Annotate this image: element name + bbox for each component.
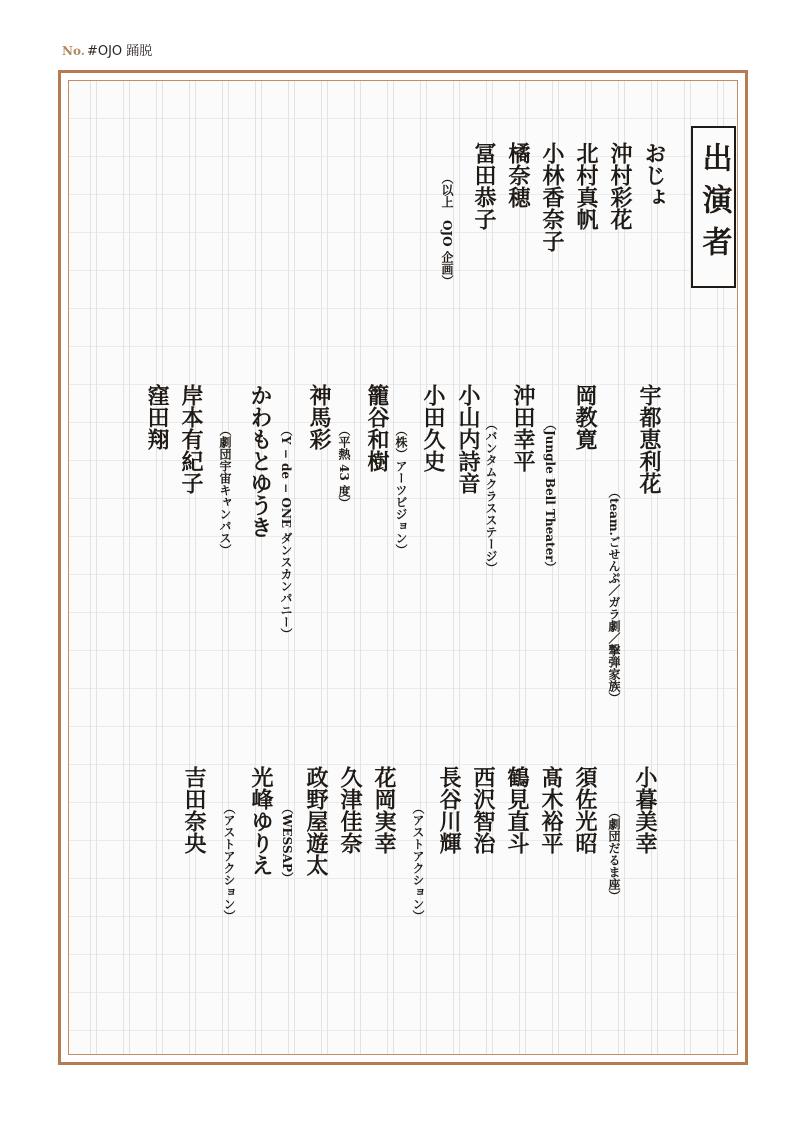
affiliation-note: （Jungle Bell Theater）: [543, 418, 557, 574]
cast-name: 橘奈穂: [505, 142, 531, 208]
cast-name: 小林香奈子: [539, 142, 565, 252]
cast-name: 沖村彩花: [607, 142, 633, 230]
affiliation-note: （株）アーツビジョン）: [394, 424, 408, 556]
cast-name: 冨田恭子: [471, 142, 497, 230]
affiliation-note: （劇団宇宙キャンパス）: [218, 424, 232, 556]
affiliation-note: （以上 OJO 企画）: [440, 172, 454, 287]
affiliation-note: （team.ごせんぷ／ガラ劇／撃弾家族）: [607, 486, 621, 704]
cast-name: 政野屋遊太: [303, 766, 329, 876]
affiliation-note: （アストアクション）: [411, 802, 425, 922]
page-number-label: No.: [62, 44, 85, 58]
cast-name: かわもとゆうき: [247, 384, 273, 538]
affiliation-note: （アストアクション）: [222, 802, 236, 922]
affiliation-note: （バンタムクラスステージ）: [484, 418, 498, 574]
cast-name: 西沢智治: [470, 766, 496, 854]
affiliation-note: （WESSAP）: [280, 802, 294, 885]
cast-title: 出演者: [691, 126, 736, 288]
cast-name: 吉田奈央: [181, 766, 207, 854]
cast-name: 小山内詩音: [455, 384, 481, 494]
cast-name: 久津佳奈: [337, 766, 363, 854]
cast-name: おじょ: [641, 142, 667, 208]
cast-name: 髙木裕平: [538, 766, 564, 854]
cast-name: 神馬彩: [306, 384, 332, 450]
page-header: [62, 40, 152, 59]
cast-name: 光峰ゆりえ: [248, 766, 274, 876]
cast-name: 籠谷和樹: [364, 384, 390, 472]
cast-name: 窪田翔: [144, 384, 170, 450]
cast-name: 岸本有紀子: [178, 384, 204, 494]
cast-name: 岡教寛: [572, 384, 598, 450]
cast-name: 小暮美幸: [632, 766, 658, 854]
cast-name: 北村真帆: [573, 142, 599, 230]
cast-name: 鶴見直斗: [504, 766, 530, 854]
cast-name: 沖田幸平: [510, 384, 536, 472]
cast-name: 小田久史: [420, 384, 446, 472]
cast-name: 須佐光昭: [572, 766, 598, 854]
cast-name: 花岡実幸: [371, 766, 397, 854]
manuscript-grid: [68, 80, 738, 1055]
affiliation-note: （劇団だるま座）: [607, 806, 621, 902]
cast-name: 長谷川輝: [436, 766, 462, 854]
page-header-text: #OJO 踊脱: [86, 44, 153, 59]
cast-name: 宇都恵利花: [636, 384, 662, 494]
affiliation-note: （Y − de − ONE ダンスカンパニー）: [279, 424, 293, 641]
affiliation-note: （平熱 43 度）: [337, 424, 351, 510]
